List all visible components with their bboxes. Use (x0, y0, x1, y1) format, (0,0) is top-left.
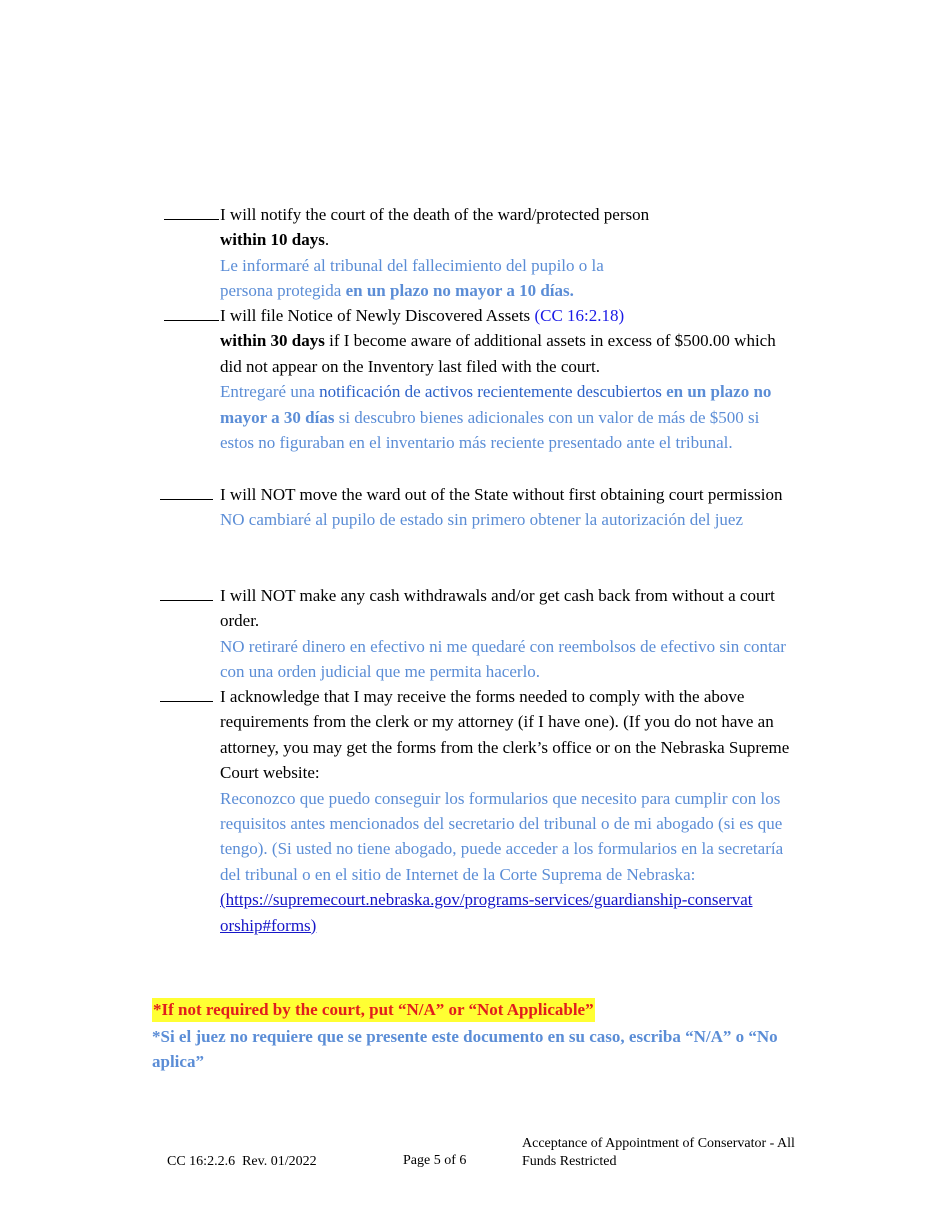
item3-es-text: NO cambiaré al pupilo de estado sin primero obtener la autorización del juez (220, 510, 744, 530)
initial-blank-2[interactable] (164, 320, 219, 321)
requirement-text-4 (220, 583, 790, 685)
item2-en-text: I will file Notice of Newly Discovered Assets (220, 306, 535, 325)
item2-en-bold: within 30 days (220, 331, 325, 351)
item5-es-text: Reconozco que puedo conseguir los formularios que necesito para cumplir con los requisitos antes mencionados del secretario del tribunal o de mi abogado (si es que tengo). (Si usted no tiene abogado, puede acceder a los formularios en la secretaría del tribunal o en el sitio de Internet de la Corte Suprema de Nebraska: (220, 788, 784, 884)
item4-en-text: I will NOT make any cash withdrawals and/or get cash back from without a court order. (220, 586, 775, 631)
item2-en-rest: if I become aware of additional assets in excess of $500.00 which did not appear on the Inventory last filed with the court. (220, 331, 776, 376)
not-applicable-note-english: *If not required by the court, put “N/A” or “Not Applicable” (152, 998, 595, 1022)
item2-rule-reference: (CC 16:2.18) (534, 306, 625, 325)
item2-es-text: Entregaré una (220, 382, 320, 402)
item2-es-bold: en un plazo no mayor a 30 días (220, 382, 772, 427)
item2-es-notice-name: notificación de activos recientemente descubiertos (319, 382, 662, 402)
item1-en-after: . (324, 230, 330, 250)
initial-blank-4[interactable] (160, 600, 213, 601)
requirement-text-5 (220, 684, 790, 938)
footer-form-title: Acceptance of Appointment of Conservator - All Funds Restricted (522, 1136, 795, 1169)
item5-en-text: I acknowledge that I may receive the forms needed to comply with the above requirements from the clerk or my attorney (if I have one). (If you do not have an attorney, you may get the forms from the clerk’s office or on the Nebraska Supreme Court website: (220, 687, 790, 783)
item3-en-text: I will NOT move the ward out of the State without first obtaining court permission (220, 485, 783, 504)
item1-es-text: Le informaré al tribunal del fallecimiento del pupilo o la persona protegida (220, 255, 604, 301)
item1-es-bold: en un plazo no mayor a 10 días. (345, 281, 574, 301)
requirement-text-3 (220, 482, 790, 533)
initial-blank-5[interactable] (160, 701, 213, 702)
footer-form-id: CC 16:2.2.6 Rev. 01/2022 (167, 1154, 317, 1169)
item4-es-text: NO retiraré dinero en efectivo ni me quedaré con reembolsos de efectivo sin contar con una orden judicial que me permita hacerlo. (220, 636, 786, 682)
supreme-court-forms-link[interactable]: (https://supremecourt.nebraska.gov/programs-services/guardianship-conservatorship#forms) (220, 890, 753, 935)
item1-en-bold: within 10 days (220, 230, 325, 250)
requirement-text-1 (220, 202, 790, 304)
footer-page-number: Page 5 of 6 (403, 1153, 467, 1168)
item2-es-rest: si descubro bienes adicionales con un valor de más de $500 si estos no figuraban en el inventario más reciente presentado ante el tribunal. (220, 407, 760, 453)
not-applicable-note-spanish: *Si el juez no requiere que se presente este documento en su caso, escriba “N/A” o “No aplica” (152, 1027, 778, 1071)
initial-blank-1[interactable] (164, 219, 219, 220)
item1-en-text: I will notify the court of the death of the ward/protected person (220, 205, 650, 224)
requirement-text-2 (220, 303, 790, 455)
initial-blank-3[interactable] (160, 499, 213, 500)
